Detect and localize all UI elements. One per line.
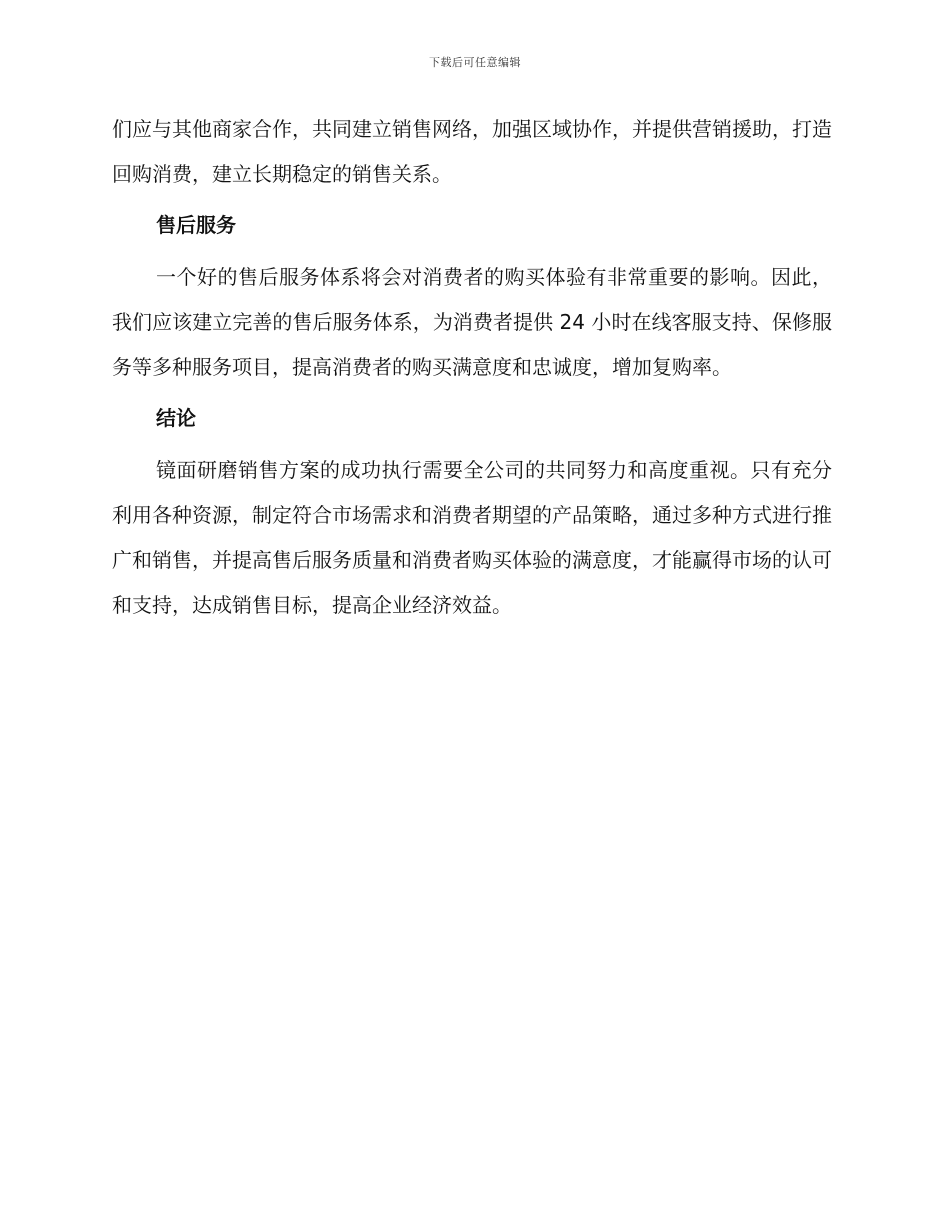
page-header: 下载后可任意编辑 bbox=[429, 56, 521, 69]
document-body bbox=[112, 107, 832, 628]
after-sales-heading: 售后服务 bbox=[156, 213, 236, 237]
intro-paragraph: 们应与其他商家合作，共同建立销售网络，加强区域协作，并提供营销援助，打造回购消费，建立长期稳定的销售关系。 bbox=[112, 117, 832, 186]
conclusion-paragraph: 镜面研磨销售方案的成功执行需要全公司的共同努力和高度重视。只有充分利用各种资源，制定符合市场需求和消费者期望的产品策略，通过多种方式进行推广和销售，并提高售后服务质量和消费者购买体验的满意度，才能赢得市场的认可和支持，达成销售目标，提高企业经济效益。 bbox=[112, 458, 832, 617]
conclusion-heading: 结论 bbox=[156, 406, 196, 430]
after-sales-paragraph: 一个好的售后服务体系将会对消费者的购买体验有非常重要的影响。因此，我们应该建立完善的售后服务体系，为消费者提供 24 小时在线客服支持、保修服务等多种服务项目，提高消费者的购买满意度和忠诚度，增加复购率。 bbox=[112, 265, 832, 379]
